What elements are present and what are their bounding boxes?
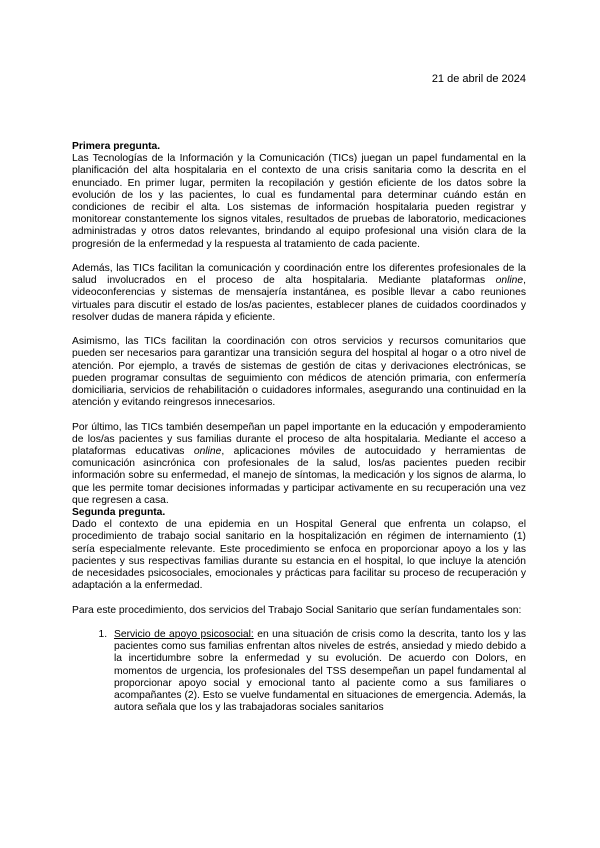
document-date: 21 de abril de 2024 <box>431 73 526 85</box>
q1-p4-text-a: Por último, las TICs también desempeñan un papel importante en la educación y empoderamiento de los/as pacientes y sus familias durante el proceso de alta hospitalaria. Mediante el acceso a plataformas educativas <box>72 421 526 458</box>
q1-p4-emphasis: online <box>193 446 222 458</box>
q2-heading: Segunda pregunta. <box>72 507 166 519</box>
q1-paragraph-1: Las Tecnologías de la Información y la Comunicación (TICs) juegan un papel fundamental en la planificación del alta hospitalaria en el contexto de una crisis sanitaria como la descrita en el enunciado. En primer lugar, permiten la recopilación y gestión eficiente de los datos sobre la evolución de los y las pacientes, lo cual es fundamental para determinar cuándo están en condiciones de recibir el alta. Los sistemas de información hospitalaria pueden registrar y monitorear constantemente los signos vitales, resultados de pruebas de laboratorio, medicaciones administradas y otros datos relevantes, brindando al equipo profesional una visión clara de la progresión de la enfermedad y la respuesta al tratamiento de cada paciente. <box>72 153 526 250</box>
q1-paragraph-4 <box>72 422 526 507</box>
q1-heading: Primera pregunta. <box>72 141 161 152</box>
q1-p4-text-b: , aplicaciones móviles de autocuidado y herramientas de comunicación asincrónica con profesionales de la salud, los/as pacientes pueden recibir información sobre su enfermedad, el manejo de síntomas, la medicación y los signos de alarma, lo que les permite tomar decisiones informadas y participar activamente en su recuperación una vez que regresen a casa. <box>72 446 526 506</box>
q1-p2-text-b: , videoconferencias y sistemas de mensajería instantánea, es posible llevar a cabo reuniones virtuales para discutir el estado de los/as pacientes, establecer planes de cuidados coordinados y resolver dudas de manera rápida y eficiente. <box>72 275 526 323</box>
list-item <box>110 629 526 714</box>
q2-paragraph-2: Para este procedimiento, dos servicios del Trabajo Social Sanitario que serían fundamentales son: <box>72 604 522 616</box>
document-body <box>72 141 526 714</box>
q1-p2-text-a: Además, las TICs facilitan la comunicación y coordinación entre los diferentes profesionales de la salud involucrados en el proceso de alta hospitalaria. Mediante plataformas <box>72 263 526 287</box>
services-list <box>72 629 526 714</box>
item-1-text: en una situación de crisis como la descrita, tanto los y las pacientes como sus familias enfrentan altos niveles de estrés, ansiedad y miedo debido a la incertidumbre sobre la enfermedad y su evolución. De acuerdo con Dolors, en momentos de urgencia, los profesionales del TSS desempeñan un papel fundamental al proporcionar apoyo social y emocional tanto al paciente como a sus familiares o acompañantes (2). Esto se vuelve fundamental en situaciones de emergencia. Además, la autora señala que los y las trabajadoras sociales sanitarios <box>114 629 526 714</box>
q1-paragraph-3: Asimismo, las TICs facilitan la coordinación con otros servicios y recursos comunitarios que pueden ser necesarios para garantizar una transición segura del hospital al hogar o a otro nivel de atención. Por ejemplo, a través de sistemas de gestión de citas y derivaciones electrónicas, se pueden programar consultas de seguimiento con médicos de atención primaria, con enfermería domiciliaria, servicios de rehabilitación o cuidadores informales, asegurando una continuidad en la atención y evitando reingresos innecesarios. <box>72 336 526 409</box>
q1-paragraph-2 <box>72 263 526 324</box>
q2-paragraph-1: Dado el contexto de una epidemia en un Hospital General que enfrenta un colapso, el procedimiento de trabajo social sanitario en la hospitalización en régimen de internamiento (1) sería especialmente relevante. Este procedimiento se enfoca en proporcionar apoyo a los y las pacientes y sus respectivas familias durante su estancia en el hospital, lo que incluye la atención de necesidades psicosociales, emocionales y prácticas para facilitar su proceso de recuperación y adaptación a la enfermedad. <box>72 519 526 592</box>
q1-p2-emphasis: online <box>495 275 524 287</box>
item-1-title: Servicio de apoyo psicosocial: <box>114 629 254 641</box>
